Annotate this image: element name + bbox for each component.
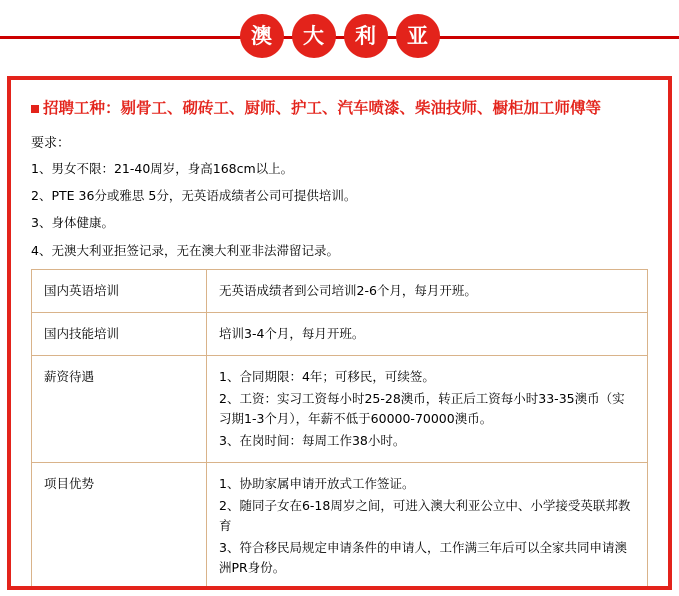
square-bullet-icon: [31, 105, 39, 113]
table-cell-line: 培训3-4个月，每月开班。: [219, 325, 365, 341]
requirement-item: 4、无澳大利亚拒签记录，无在澳大利亚非法滞留记录。: [31, 242, 339, 258]
table-row: [32, 269, 648, 312]
table-cell-line: 1、合同期限：4年；可移民，可续签。: [219, 368, 435, 384]
title-circle-1: 澳: [240, 14, 284, 58]
table-row-value: [207, 462, 648, 589]
table-cell-line: 2、随同子女在6-18周岁之间，可进入澳大利亚公立中、小学接受英联邦教育: [219, 497, 631, 533]
table-row-label: 国内技能培训: [32, 312, 207, 355]
table-cell-line: 1、协助家属申请开放式工作签证。: [219, 475, 415, 491]
requirement-item: 2、PTE 36分或雅思 5分，无英语成绩者公司可提供培训。: [31, 188, 357, 204]
content-frame: [7, 76, 672, 590]
table-row: [32, 355, 648, 462]
table-row: [32, 462, 648, 589]
page-title-text: 招聘工种：剔骨工、砌砖工、厨师、护工、汽车喷漆、柴油技师、橱柜加工师傅等: [43, 99, 602, 117]
title-circle-4: 亚: [396, 14, 440, 58]
title-circle-2: 大: [292, 14, 336, 58]
title-circle-3: 利: [344, 14, 388, 58]
table-row: [32, 312, 648, 355]
table-cell-line: 2、工资：实习工资每小时25-28澳币，转正后工资每小时33-35澳币（实习期1-3个月），年薪不低于60000-70000澳币。: [219, 390, 625, 426]
table-cell-line: 3、符合移民局规定申请条件的申请人，工作满三年后可以全家共同申请澳洲PR身份。: [219, 539, 627, 575]
table-row-value: [207, 269, 648, 312]
requirement-item: 3、身体健康。: [31, 215, 114, 231]
table-row-value: [207, 312, 648, 355]
page-title: [31, 98, 648, 118]
table-row-value: [207, 355, 648, 462]
table-row-label: 薪资待遇: [32, 355, 207, 462]
requirement-item: 1、男女不限：21-40周岁，身高168cm以上。: [31, 161, 294, 177]
table-cell-line: 3、在岗时间：每周工作38小时。: [219, 432, 406, 448]
table-cell-line: 无英语成绩者到公司培训2-6个月，每月开班。: [219, 282, 477, 298]
table-row-label: 国内英语培训: [32, 269, 207, 312]
table-row-label: 项目优势: [32, 462, 207, 589]
header-title-circles: [0, 14, 679, 58]
details-table: [31, 269, 648, 590]
header-banner: [0, 0, 679, 74]
requirements-heading: 要求：: [31, 136, 71, 152]
